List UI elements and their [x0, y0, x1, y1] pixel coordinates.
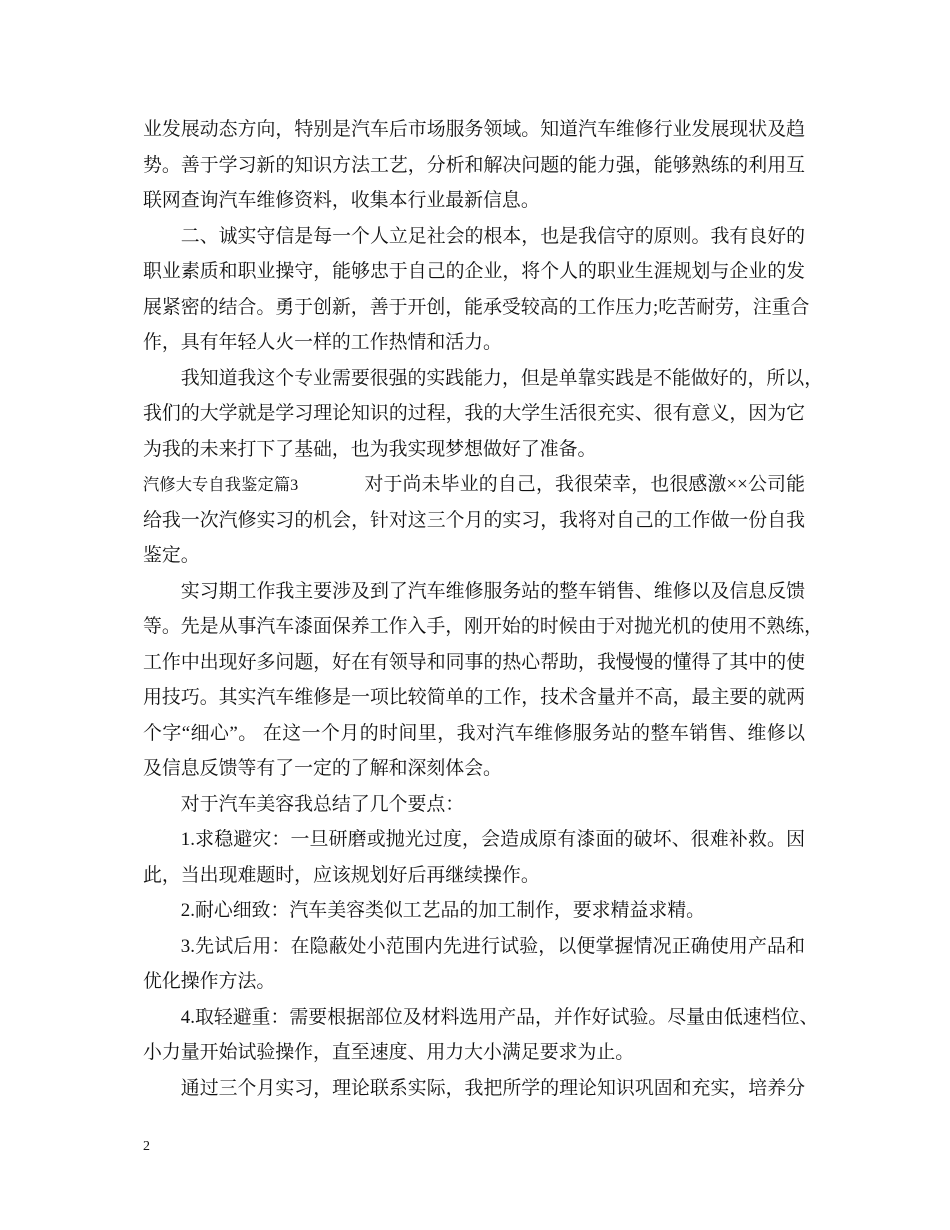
paragraph: [143, 574, 824, 787]
list-item: [143, 822, 805, 893]
paragraph: [143, 467, 805, 574]
text-line: 优化操作方法。: [143, 971, 276, 992]
paragraph: [143, 361, 824, 468]
text-line: 用技巧。其实汽车维修是一项比较简单的工作，技术含量并不高，最主要的就两: [143, 687, 805, 708]
text-line: 2.耐心细致：汽车美容类似工艺品的加工制作，要求精益求精。: [180, 900, 706, 921]
page-number: 2: [143, 1139, 150, 1154]
text-line: 为我的未来打下了基础，也为我实现梦想做好了准备。: [143, 438, 597, 460]
list-item: [143, 929, 805, 1000]
text-line: 对于汽车美容我总结了几个要点：: [180, 793, 465, 815]
text-line: 业发展动态方向，特别是汽车后市场服务领域。知道汽车维修行业发展现状及趋: [143, 119, 805, 140]
text-line: 二、诚实守信是每一个人立足社会的根本，也是我信守的原则。我有良好的: [180, 225, 805, 247]
text-line: 给我一次汽修实习的机会，针对这三个月的实习，我将对自己的工作做一份自我: [143, 509, 805, 531]
text-line: 3.先试后用：在隐蔽处小范围内先进行试验，以便掌握情况正确使用产品和: [180, 935, 805, 957]
text-line: 此，当出现难题时，应该规划好后再继续操作。: [143, 864, 540, 886]
paragraph: [143, 787, 805, 823]
paragraph: [143, 112, 805, 219]
text-line: 个字“细心”。 在这一个月的时间里，我对汽车维修服务站的整车销售、维修以: [143, 722, 805, 744]
list-item: [143, 893, 805, 929]
text-line: 通过三个月实习，理论联系实际，我把所学的理论知识巩固和充实，培养分: [180, 1077, 805, 1099]
text-line: 作，具有年轻人火一样的工作热情和活力。: [143, 332, 502, 353]
text-line: 4.取轻避重：需要根据部位及材料选用产品，并作好试验。尽量由低速档位、: [180, 1006, 819, 1028]
text-line: 职业素质和职业操守，能够忠于自己的企业，将个人的职业生涯规划与企业的发: [143, 261, 805, 282]
text-line: 展紧密的结合。勇于创新，善于开创，能承受较高的工作压力;吃苦耐劳，注重合: [143, 296, 810, 318]
text-line: 及信息反馈等有了一定的了解和深刻体会。: [143, 758, 502, 779]
text-line: [143, 467, 805, 503]
text-line: 等。先是从事汽车漆面保养工作入手，刚开始的时候由于对抛光机的使用不熟练，: [143, 616, 824, 637]
text-run: 对于尚未毕业的自己，我很荣幸，也很感激××公司能: [364, 474, 806, 495]
text-line: 工作中出现好多问题，好在有领导和同事的热心帮助，我慢慢的懂得了其中的使: [143, 651, 805, 673]
text-line: 联网查询汽车维修资料，收集本行业最新信息。: [143, 190, 540, 211]
text-line: 实习期工作我主要涉及到了汽车维修服务站的整车销售、维修以及信息反馈: [180, 580, 805, 602]
text-line: 鉴定。: [143, 545, 200, 566]
text-line: 1.求稳避灾：一旦研磨或抛光过度，会造成原有漆面的破坏、很难补救。因: [180, 829, 805, 850]
document-body: [143, 112, 824, 1106]
section-heading: 汽修大专自我鉴定篇3: [143, 476, 299, 494]
text-line: 小力量开始试验操作，直至速度、用力大小满足要求为止。: [143, 1042, 635, 1063]
text-line: 我知道我这个专业需要很强的实践能力，但是单靠实践是不能做好的，所以，: [180, 367, 824, 389]
list-item: [143, 1000, 819, 1071]
paragraph: [143, 1071, 805, 1107]
text-line: 势。善于学习新的知识方法工艺，分析和解决问题的能力强，能够熟练的利用互: [143, 154, 805, 176]
paragraph: [143, 219, 810, 361]
text-line: 我们的大学就是学习理论知识的过程，我的大学生活很充实、很有意义，因为它: [143, 403, 805, 424]
